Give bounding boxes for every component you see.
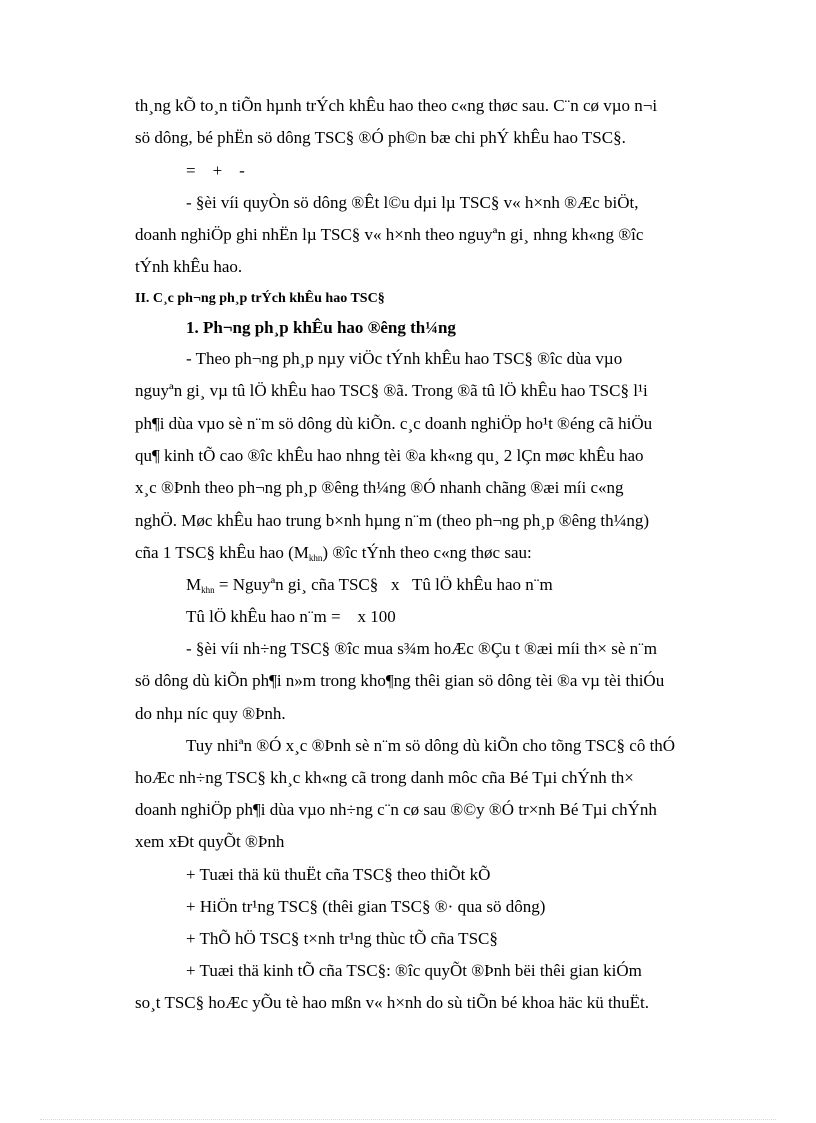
subsection-heading: 1. Ph¬ng ph¸p khÊu hao ®êng th¼ng — [186, 318, 456, 337]
formula-text: = Nguyªn gi¸ cña TSC§ x Tû lÖ khÊu hao n¨m — [214, 575, 553, 594]
paragraph-line: ph¶i dùa vµo sè n¨m sö dông dù kiÕn. c¸c doanh nghiÖp ho¹t ®éng cã hiÖu — [135, 414, 653, 433]
formula-line: = + - — [186, 161, 245, 180]
paragraph-line: sö dông dù kiÕn ph¶i n»m trong kho¶ng thêi gian sö dông tèi ®a vµ tèi thiÓu — [135, 671, 665, 690]
paragraph-line: - §èi víi nh÷ng TSC§ ®îc mua s¾m hoÆc ®Çu t ®æi míi th× sè n¨m — [186, 639, 658, 658]
paragraph-line: so¸t TSC§ hoÆc yÕu tè hao mßn v« h×nh do sù tiÕn bé khoa häc kü thuËt. — [135, 993, 650, 1012]
paragraph-line: tÝnh khÊu hao. — [135, 257, 243, 276]
paragraph-line: th¸ng kÕ to¸n tiÕn hµnh trÝch khÊu hao theo c«ng thøc sau. C¨n cø vµo n¬i — [135, 96, 658, 115]
paragraph-line: sö dông, bé phËn sö dông TSC§ ®Ó ph©n bæ chi phÝ khÊu hao TSC§. — [135, 128, 626, 147]
section-heading: II. C¸c ph¬ng ph¸p trÝch khÊu hao TSC§ — [135, 291, 385, 306]
paragraph-line: xem xÐt quyÕt ®Þnh — [135, 832, 285, 851]
subscript-text: khn — [201, 585, 215, 595]
formula-line: Tû lÖ khÊu hao n¨m = x 100 — [186, 607, 396, 626]
paragraph-line: doanh nghiÖp ghi nhËn lµ TSC§ v« h×nh theo nguyªn gi¸ nhng kh«ng ®îc — [135, 225, 644, 244]
paragraph-line: nguyªn gi¸ vµ tû lÖ khÊu hao TSC§ ®ã. Trong ®ã tû lÖ khÊu hao TSC§ l¹i — [135, 381, 648, 400]
paragraph-line: doanh nghiÖp ph¶i dùa vµo nh÷ng c¨n cø sau ®©y ®Ó tr×nh Bé Tµi chÝnh — [135, 800, 657, 819]
paragraph-line: do nhµ níc quy ®Þnh. — [135, 704, 286, 723]
list-item: + HiÖn tr¹ng TSC§ (thêi gian TSC§ ®· qua sö dông) — [186, 897, 546, 916]
footer-divider — [40, 1119, 776, 1120]
list-item: + ThÕ hÖ TSC§ t×nh tr¹ng thùc tÕ cña TSC§ — [186, 929, 498, 948]
paragraph-line: hoÆc nh÷ng TSC§ kh¸c kh«ng cã trong danh môc cña Bé Tµi chÝnh th× — [135, 768, 634, 787]
list-item: + Tuæi thä kü thuËt cña TSC§ theo thiÕt kÕ — [186, 865, 491, 884]
paragraph-line — [135, 542, 532, 569]
paragraph-line: - Theo ph¬ng ph¸p nµy viÖc tÝnh khÊu hao TSC§ ®îc dùa vµo — [186, 349, 623, 368]
line-text: ) ®îc tÝnh theo c«ng thøc sau: — [322, 543, 532, 562]
line-text: cña 1 TSC§ khÊu hao (M — [135, 543, 309, 562]
paragraph-line: Tuy nhiªn ®Ó x¸c ®Þnh sè n¨m sö dông dù kiÕn cho tõng TSC§ cô thÓ — [186, 736, 676, 755]
paragraph-line: x¸c ®Þnh theo ph¬ng ph¸p ®êng th¼ng ®Ó nhanh chãng ®æi míi c«ng — [135, 478, 624, 497]
subscript-text: khn — [308, 553, 323, 563]
paragraph-line: qu¶ kinh tÕ cao ®îc khÊu hao nhng tèi ®a kh«ng qu¸ 2 lÇn møc khÊu hao — [135, 446, 644, 465]
paragraph-line: nghÖ. Møc khÊu hao trung b×nh hµng n¨m (theo ph¬ng ph¸p ®êng th¼ng) — [135, 511, 650, 530]
list-item: + Tuæi thä kinh tÕ cña TSC§: ®îc quyÕt ®Þnh bëi thêi gian kiÓm — [186, 961, 642, 980]
formula-line — [186, 574, 553, 601]
formula-symbol: M — [186, 575, 202, 594]
paragraph-line: - §èi víi quyÒn sö dông ®Êt l©u dµi lµ TSC§ v« h×nh ®Æc biÖt, — [186, 193, 639, 212]
